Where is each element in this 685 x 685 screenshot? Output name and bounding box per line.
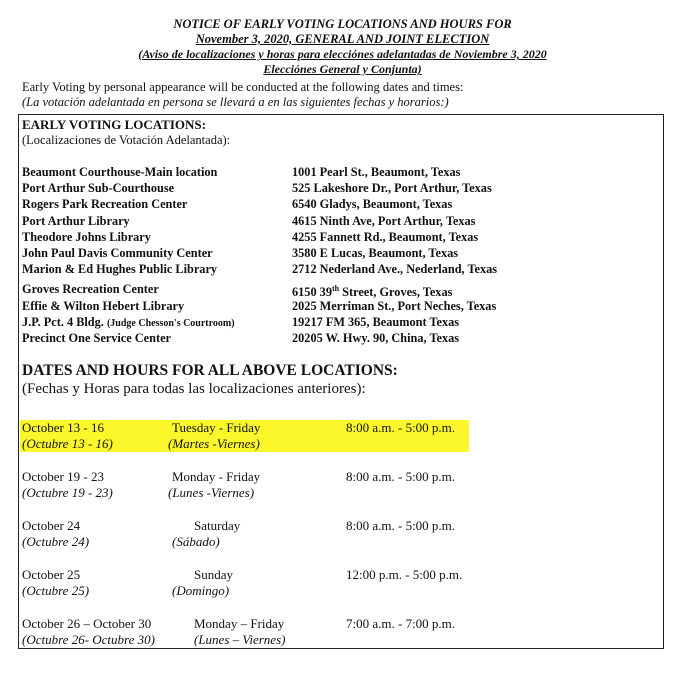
- weekdays-spanish: (Lunes -Viernes): [168, 485, 255, 500]
- hours: 8:00 a.m. - 5:00 p.m.: [346, 469, 456, 484]
- weekdays: Saturday: [194, 518, 241, 533]
- date-range: October 25: [22, 567, 81, 582]
- location-name: Port Arthur Sub-Courthouse: [22, 181, 175, 195]
- ordinal-suffix: th: [331, 284, 340, 293]
- location-address: 20205 W. Hwy. 90, China, Texas: [292, 331, 460, 345]
- location-address: 6540 Gladys, Beaumont, Texas: [292, 197, 453, 211]
- location-name: Marion & Ed Hughes Public Library: [22, 262, 218, 276]
- location-name: Effie & Wilton Hebert Library: [22, 299, 185, 313]
- weekdays-spanish: (Martes -Viernes): [168, 436, 260, 451]
- hours: 8:00 a.m. - 5:00 p.m.: [346, 518, 456, 533]
- weekdays-spanish: (Lunes – Viernes): [194, 632, 286, 647]
- date-range: October 26 – October 30: [22, 616, 152, 631]
- location-address: 2025 Merriman St., Port Neches, Texas: [292, 299, 497, 313]
- location-address: 1001 Pearl St., Beaumont, Texas: [292, 165, 461, 179]
- location-name: John Paul Davis Community Center: [22, 246, 213, 260]
- intro-text-spanish: (La votación adelantada en persona se llevará a en las siguientes fechas y horarios:): [22, 95, 449, 109]
- location-address: 525 Lakeshore Dr., Port Arthur, Texas: [292, 181, 492, 195]
- hours: 7:00 a.m. - 7:00 p.m.: [346, 616, 456, 631]
- location-address: 4255 Fannett Rd., Beaumont, Texas: [292, 230, 479, 244]
- weekdays-spanish: (Domingo): [172, 583, 230, 598]
- date-range: October 24: [22, 518, 81, 533]
- hours: 8:00 a.m. - 5:00 p.m.: [346, 420, 456, 435]
- notice-title: NOTICE OF EARLY VOTING LOCATIONS AND HOURS FOR: [173, 17, 512, 31]
- date-range-spanish: (Octubre 19 - 23): [22, 485, 113, 500]
- date-range: October 13 - 16: [22, 420, 104, 435]
- date-range-spanish: (Octubre 25): [22, 583, 90, 598]
- location-name: Groves Recreation Center: [22, 282, 159, 296]
- address-text: Street, Groves, Texas: [339, 285, 453, 300]
- locations-subheading: (Localizaciones de Votación Adelantada):: [22, 133, 231, 147]
- dates-subheading: (Fechas y Horas para todas las localizaciones anteriores):: [22, 381, 366, 397]
- date-range-spanish: (Octubre 26- Octubre 30): [22, 632, 155, 647]
- locations-heading: EARLY VOTING LOCATIONS:: [22, 117, 206, 132]
- address-text: 6150 39: [292, 285, 332, 300]
- location-name: Beaumont Courthouse-Main location: [22, 165, 218, 179]
- date-range: October 19 - 23: [22, 469, 104, 484]
- weekdays: Tuesday - Friday: [172, 420, 261, 435]
- hours: 12:00 p.m. - 5:00 p.m.: [346, 567, 463, 582]
- weekdays: Monday – Friday: [194, 616, 285, 631]
- dates-heading: DATES AND HOURS FOR ALL ABOVE LOCATIONS:: [22, 362, 398, 379]
- weekdays: Monday - Friday: [172, 469, 261, 484]
- intro-text: Early Voting by personal appearance will be conducted at the following dates and times:: [22, 80, 464, 94]
- election-title: November 3, 2020, GENERAL AND JOINT ELECTION: [195, 32, 490, 46]
- location-address: 19217 FM 365, Beaumont Texas: [292, 315, 460, 329]
- location-name: Precinct One Service Center: [22, 331, 171, 345]
- election-title-spanish: Elecciónes General y Conjunta): [263, 62, 422, 76]
- notice-title-spanish: (Aviso de localizaciones y horas para elecciónes adelantadas de Noviembre 3, 2020: [138, 47, 547, 61]
- location-address: 4615 Ninth Ave, Port Arthur, Texas: [292, 214, 476, 228]
- location-address: 3580 E Lucas, Beaumont, Texas: [292, 246, 459, 260]
- weekdays: Sunday: [194, 567, 233, 582]
- location-name: Port Arthur Library: [22, 214, 130, 228]
- location-name: Theodore Johns Library: [22, 230, 151, 244]
- location-note: (Judge Chesson's Courtroom): [106, 318, 235, 329]
- location-name-text: J.P. Pct. 4 Bldg.: [22, 315, 104, 329]
- weekdays-spanish: (Sábado): [172, 534, 220, 549]
- location-address: 2712 Nederland Ave., Nederland, Texas: [292, 262, 498, 276]
- date-range-spanish: (Octubre 24): [22, 534, 90, 549]
- location-name: Rogers Park Recreation Center: [22, 197, 188, 211]
- date-range-spanish: (Octubre 13 - 16): [22, 436, 113, 451]
